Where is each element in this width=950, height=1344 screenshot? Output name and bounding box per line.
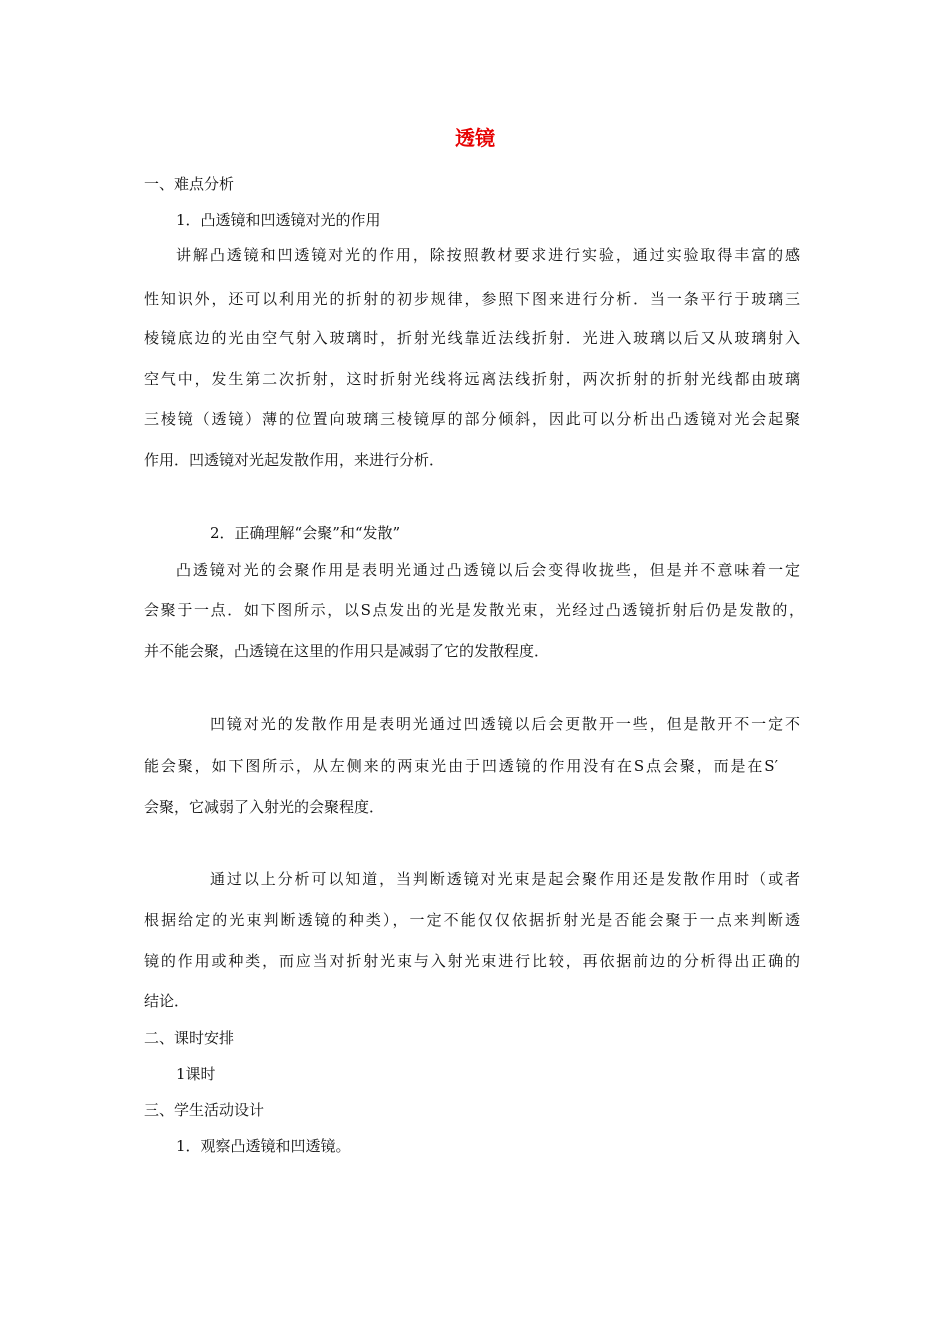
subsection-heading-1-1: 1．凸透镜和凹透镜对光的作用 xyxy=(176,211,381,229)
paragraph-4-line-1: 通过以上分析可以知道，当判断透镜对光束是起会聚作用还是发散作用时（或者 xyxy=(210,870,800,888)
paragraph-4-line-4: 结论． xyxy=(144,992,190,1010)
paragraph-1-line-1: 讲解凸透镜和凹透镜对光的作用，除按照教材要求进行实验，通过实验取得丰富的感 xyxy=(176,246,800,264)
page-title: 透镜 xyxy=(455,126,495,150)
paragraph-2-line-3: 并不能会聚，凸透镜在这里的作用只是减弱了它的发散程度． xyxy=(144,642,550,660)
section-heading-1: 一、难点分析 xyxy=(144,175,235,193)
paragraph-1-line-5: 三棱镜（透镜）薄的位置向玻璃三棱镜厚的部分倾斜，因此可以分析出凸透镜对光会起聚 xyxy=(144,410,800,428)
paragraph-2-line-2: 会聚于一点．如下图所示，以S点发出的光是发散光束，光经过凸透镜折射后仍是发散的， xyxy=(144,601,804,619)
paragraph-1-line-3: 棱镜底边的光由空气射入玻璃时，折射光线靠近法线折射．光进入玻璃以后又从玻璃射入 xyxy=(144,329,800,347)
subsection-heading-1-2: 2．正确理解“会聚”和“发散” xyxy=(210,524,401,542)
paragraph-1-line-4: 空气中，发生第二次折射，这时折射光线将远离法线折射，两次折射的折射光线都由玻璃 xyxy=(144,370,800,388)
paragraph-1-line-6: 作用．凹透镜对光起发散作用，来进行分析． xyxy=(144,451,445,469)
section-2-text: 1课时 xyxy=(176,1065,216,1083)
section-heading-2: 二、课时安排 xyxy=(144,1029,235,1047)
paragraph-3-line-1: 凹镜对光的发散作用是表明光通过凹透镜以后会更散开一些，但是散开不一定不 xyxy=(210,715,800,733)
paragraph-4-line-2: 根据给定的光束判断透镜的种类），一定不能仅仅依据折射光是否能会聚于一点来判断透 xyxy=(144,911,800,929)
section-3-item-1: 1．观察凸透镜和凹透镜。 xyxy=(176,1137,351,1155)
paragraph-3-line-3: 会聚，它减弱了入射光的会聚程度． xyxy=(144,798,385,816)
paragraph-2-line-1: 凸透镜对光的会聚作用是表明光通过凸透镜以后会变得收拢些，但是并不意味着一定 xyxy=(176,561,800,579)
paragraph-4-line-3: 镜的作用或种类，而应当对折射光束与入射光束进行比较，再依据前边的分析得出正确的 xyxy=(144,952,800,970)
paragraph-3-line-2: 能会聚，如下图所示，从左侧来的两束光由于凹透镜的作用没有在S点会聚，而是在S′ xyxy=(144,757,778,775)
section-heading-3: 三、学生活动设计 xyxy=(144,1101,265,1119)
paragraph-1-line-2: 性知识外，还可以利用光的折射的初步规律，参照下图来进行分析．当一条平行于玻璃三 xyxy=(144,290,800,308)
